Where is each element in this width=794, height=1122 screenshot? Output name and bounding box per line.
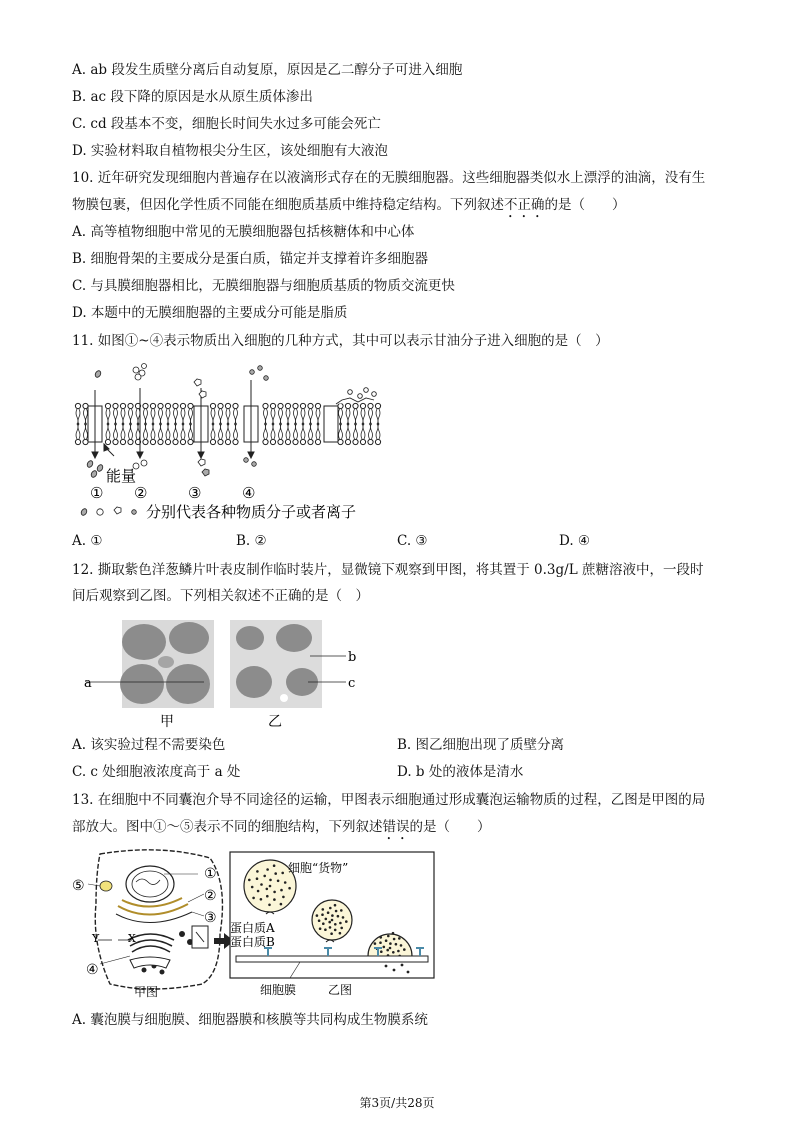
label-1: ①: [90, 484, 104, 502]
q10-stem-end: 的是（ ）: [544, 197, 626, 213]
cargo-dot: [334, 904, 337, 907]
cargo-dot: [400, 944, 403, 947]
q13-vesicle-diagram: [70, 844, 450, 1002]
cargo-dot: [339, 932, 342, 935]
cargo-dot: [334, 929, 337, 932]
cargo-dot: [403, 948, 406, 951]
cargo-dot: [318, 919, 321, 922]
cargo-dot: [392, 932, 395, 935]
num-4: ④: [86, 962, 99, 978]
cargo-dot: [329, 907, 332, 910]
label-c: c: [348, 676, 356, 691]
num-2: ②: [204, 888, 217, 904]
membrane-label: 细胞膜: [260, 983, 297, 997]
q12-stem-line2: 间后观察到乙图。下列相关叙述不正确的是（ ）: [72, 588, 369, 604]
released-cargo-dot: [407, 971, 410, 974]
legend-text: 分别代表各种物质分子或者离子: [146, 503, 357, 521]
cargo-dot: [342, 916, 345, 919]
cargo-dot: [269, 879, 272, 882]
num-1: ①: [204, 866, 217, 882]
cargo-dot: [389, 942, 392, 945]
cargo-dot: [392, 951, 395, 954]
cargo-dot: [280, 903, 283, 906]
q11-option-a: A. ①: [72, 533, 103, 549]
label-2: ②: [134, 484, 148, 502]
cargo-dot: [330, 932, 333, 935]
cargo-dot: [260, 898, 263, 901]
cargo-dot: [256, 870, 259, 873]
cargo-dot: [280, 889, 283, 892]
caption-jia-diagram: 甲图: [134, 985, 159, 999]
protein-a-label: 蛋白质A: [230, 921, 275, 935]
cargo-dot: [282, 896, 285, 899]
vesicle-5: [100, 881, 112, 891]
q10-stem-text: 物膜包裹，但因化学性质不同能在细胞质基质中维持稳定结构。下列叙述: [72, 197, 504, 213]
cargo-dot: [387, 935, 390, 938]
energy-label: 能量: [106, 467, 137, 485]
solute-particles: [94, 364, 268, 399]
cargo-dot: [325, 918, 328, 921]
q12-option-d: D. b 处的液体是清水: [397, 764, 524, 780]
q10-option-c: C. 与具膜细胞器相比，无膜细胞器与细胞质基质的物质交流更快: [72, 278, 455, 294]
q9-option-a: A. ab 段发生质壁分离后自动复原，原因是乙二醇分子可进入细胞: [72, 62, 463, 78]
q10-option-d: D. 本题中的无膜细胞器的主要成分可能是脂质: [72, 305, 348, 321]
label-3: ③: [188, 484, 202, 502]
q13-stem-line1: 13. 在细胞中不同囊泡介导不同途径的运输，甲图表示细胞通过形成囊泡运输物质的过程，乙图是甲图的局: [72, 792, 706, 808]
cargo-dot: [257, 890, 260, 893]
released-cargo-dot: [393, 969, 396, 972]
q9-option-c: C. cd 段基本不变，细胞长时间失水过多可能会死亡: [72, 116, 381, 132]
cargo-dot: [331, 914, 334, 917]
cargo-dot: [251, 886, 254, 889]
q12-stem-line1: 12. 撕取紫色洋葱鳞片叶表皮制作临时装片，显微镜下观察到甲图，将其置于 0.3g/L 蔗糖溶液中，一段时: [72, 562, 704, 578]
q13-emphasis: 错误: [382, 819, 410, 835]
cargo-dot: [321, 913, 324, 916]
cargo-dot: [385, 939, 388, 942]
cargo-dot: [324, 928, 327, 931]
cargo-dot: [340, 909, 343, 912]
glycoprotein: [336, 388, 376, 404]
cargo-dot: [335, 910, 338, 913]
q10-option-b: B. 细胞骨架的主要成分是蛋白质，锚定并支撑着许多细胞器: [72, 251, 429, 267]
q10-stem-line1: 10. 近年研究发现细胞内普遍存在以液滴形式存在的无膜细胞器。这些细胞器类似水上漂浮的油滴，没有生: [72, 170, 706, 186]
cargo-dot: [277, 880, 280, 883]
cargo-dot: [319, 927, 322, 930]
caption-yi: 乙: [268, 714, 282, 730]
num-5: ⑤: [72, 878, 85, 894]
cargo-label: 细胞“货物”: [288, 861, 349, 875]
q9-option-b: B. ac 段下降的原因是水从原生质体渗出: [72, 89, 313, 105]
q11-option-d: D. ④: [559, 533, 591, 549]
cargo-dot: [329, 926, 332, 929]
cargo-dot: [393, 938, 396, 941]
protein-5: [324, 406, 338, 442]
q12-option-c: C. c 处细胞液浓度高于 a 处: [72, 764, 241, 780]
q13-stem-end: 的是（ ）: [409, 819, 491, 835]
cargo-dot: [263, 875, 266, 878]
released-cargo-dot: [401, 964, 404, 967]
cargo-dot: [337, 915, 340, 918]
cargo-dot: [273, 898, 276, 901]
cargo-dot: [266, 888, 269, 891]
cargo-dot: [284, 881, 287, 884]
page-footer: 第3页/共28页: [359, 1096, 435, 1110]
caption-yi-diagram: 乙图: [328, 983, 353, 997]
cargo-dot: [252, 897, 255, 900]
q10-stem-line2: [72, 195, 626, 221]
cargo-dot: [274, 872, 277, 875]
cargo-dot: [316, 914, 319, 917]
cargo-dot: [288, 887, 291, 890]
protein-b-label: 蛋白质B: [230, 935, 275, 949]
q11-stem: 11. 如图①~④表示物质出入细胞的几种方式，其中可以表示甘油分子进入细胞的是（ ）: [72, 333, 609, 349]
q12-option-a: A. 该实验过程不需要染色: [72, 737, 226, 753]
cargo-dot: [273, 891, 276, 894]
label-a: a: [84, 676, 92, 691]
cargo-dot: [339, 922, 342, 925]
cargo-dot: [389, 947, 392, 950]
cargo-dot: [340, 927, 343, 930]
cargo-dot: [398, 937, 401, 940]
label-y: Y: [92, 932, 100, 945]
label-x: X: [128, 932, 136, 945]
cargo-dot: [256, 877, 259, 880]
q13-stem-text: 部放大。图中①～⑤表示不同的细胞结构，下列叙述: [72, 819, 383, 835]
cargo-dot: [345, 920, 348, 923]
q12-micrograph-figure: [84, 612, 374, 730]
cargo-dot: [322, 908, 325, 911]
label-b: b: [348, 650, 357, 665]
q11-option-c: C. ③: [397, 533, 428, 549]
label-4: ④: [242, 484, 256, 502]
cargo-dot: [322, 922, 325, 925]
cargo-dot: [386, 949, 389, 952]
cargo-dot: [273, 864, 276, 867]
q10-option-a: A. 高等植物细胞中常见的无膜细胞器包括核糖体和中心体: [72, 224, 415, 240]
cargo-dot: [397, 950, 400, 953]
q11-option-b: B. ②: [236, 533, 267, 549]
q10-emphasis: 不正确: [504, 197, 545, 213]
caption-jia: 甲: [160, 714, 174, 730]
cargo-dot: [266, 895, 269, 898]
cargo-dot: [248, 879, 251, 882]
cargo-dot: [281, 872, 284, 875]
cargo-dot: [383, 946, 386, 949]
cargo-dot: [266, 868, 269, 871]
cargo-dot: [268, 904, 271, 907]
cargo-dot: [331, 919, 334, 922]
cargo-dot: [395, 943, 398, 946]
q11-membrane-diagram: [74, 360, 394, 525]
cargo-dot: [374, 942, 377, 945]
transport-arrows: [92, 380, 254, 458]
cargo-dot: [334, 923, 337, 926]
q9-option-d: D. 实验材料取自植物根尖分生区，该处细胞有大液泡: [72, 143, 388, 159]
cargo-dot: [328, 921, 331, 924]
q12-option-b: B. 图乙细胞出现了质壁分离: [397, 737, 565, 753]
released-cargo-dot: [385, 965, 388, 968]
cargo-dot: [380, 950, 383, 953]
q13-stem-line2: [72, 817, 491, 843]
legend-symbols: [80, 507, 136, 516]
cargo-dot: [260, 883, 263, 886]
cell-membrane: [236, 956, 428, 962]
cargo-dot: [269, 885, 272, 888]
q13-option-a: A. 囊泡膜与细胞膜、细胞器膜和核膜等共同构成生物膜系统: [72, 1012, 428, 1028]
cargo-dot: [379, 941, 382, 944]
cargo-dot: [380, 936, 383, 939]
cargo-dot: [327, 911, 330, 914]
num-3: ③: [204, 910, 217, 926]
